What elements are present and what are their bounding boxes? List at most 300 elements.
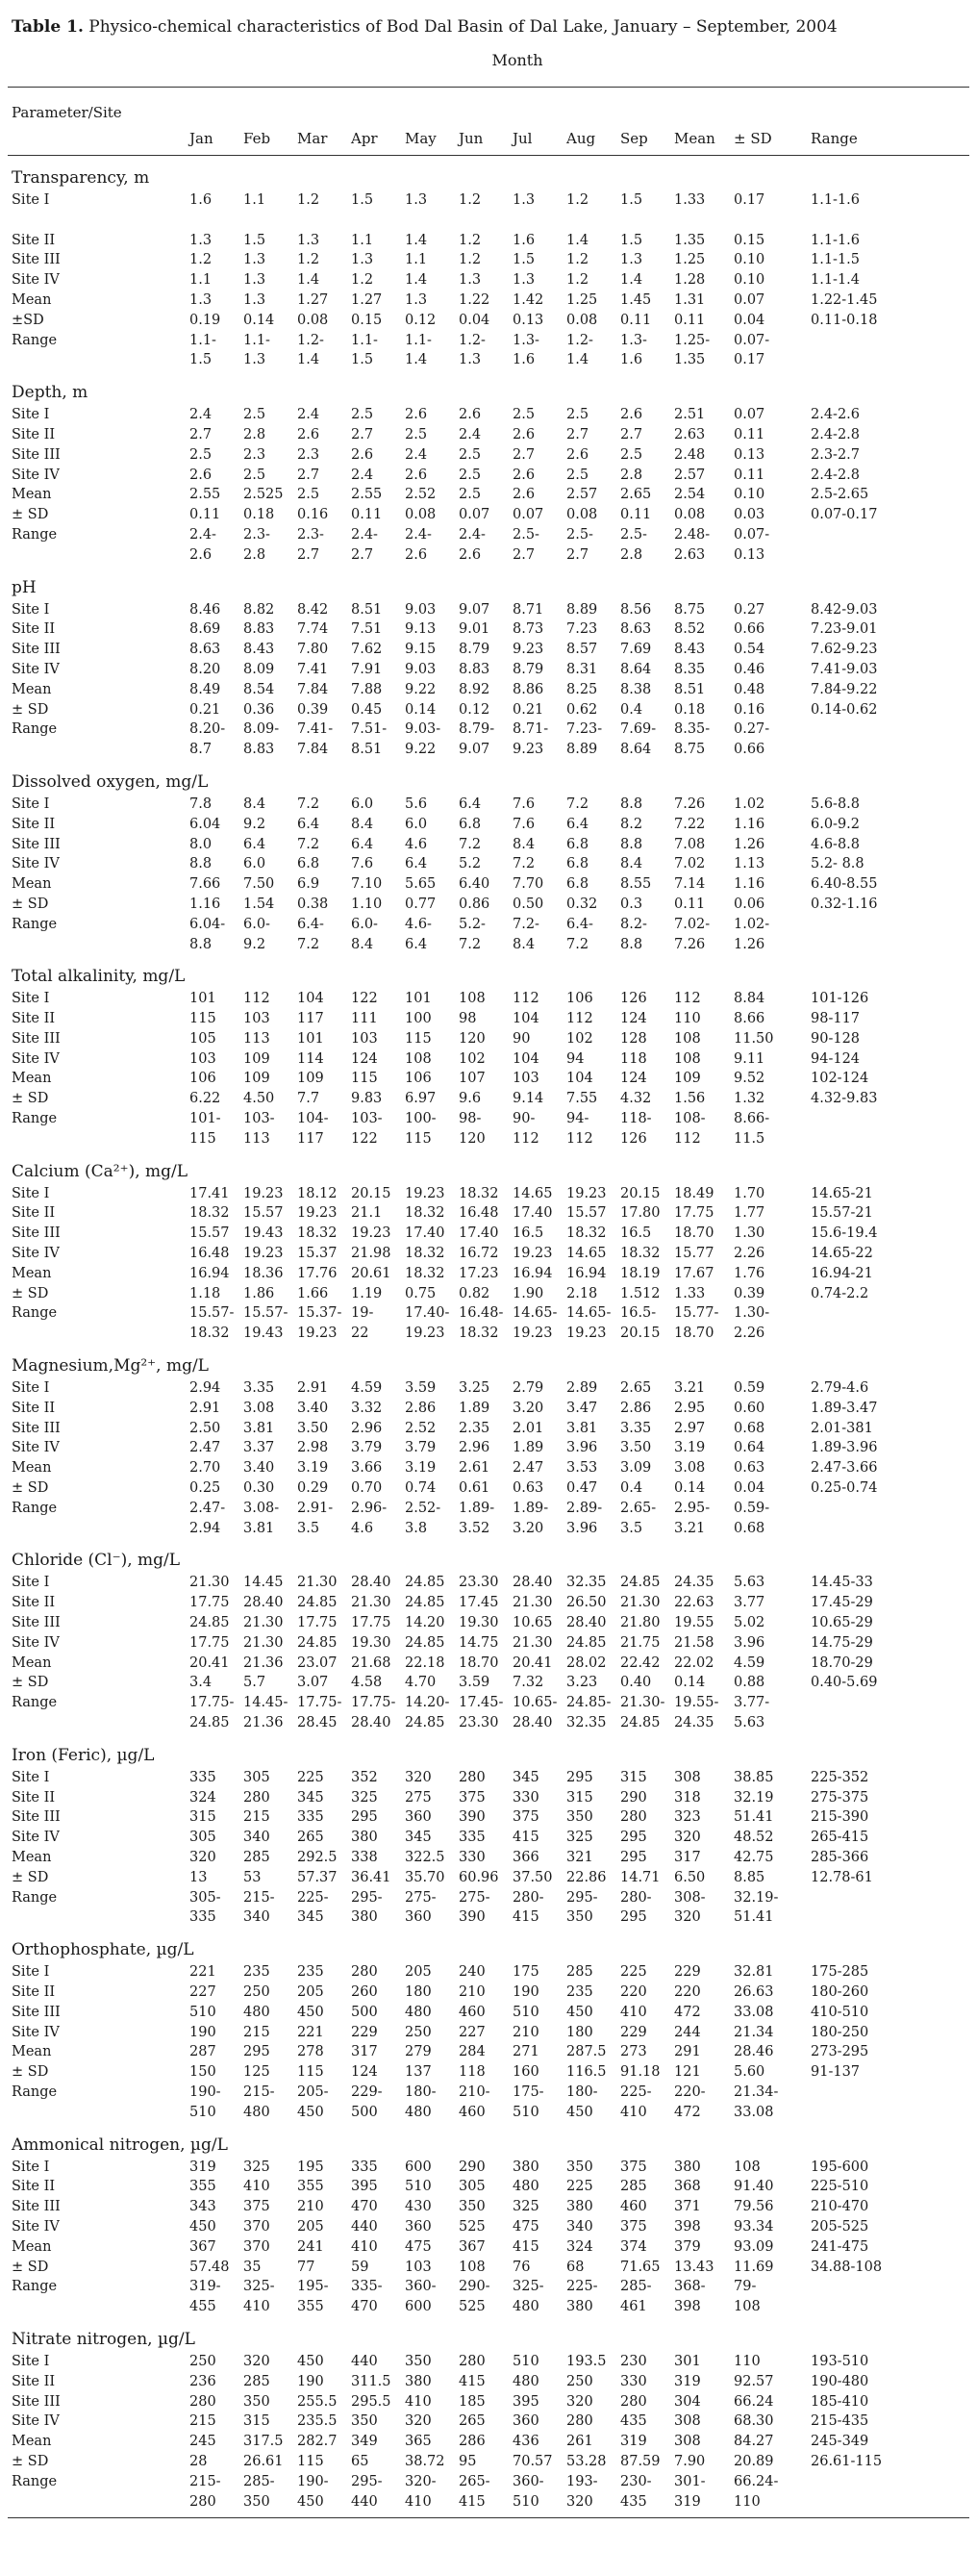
table-cell: 100-: [405, 1111, 437, 1127]
table-cell: 0.12: [405, 312, 437, 328]
table-cell: 16.94: [189, 1265, 230, 1281]
table-cell: 280: [189, 2493, 216, 2510]
table-cell: 117: [297, 1130, 324, 1147]
row-label: Mean: [12, 1460, 52, 1477]
table-cell: 5.2-: [459, 916, 486, 932]
table-cell: 108: [734, 2299, 761, 2315]
table-cell: 1.1-1.6: [811, 232, 861, 248]
table-cell: 0.15: [734, 232, 765, 248]
table-cell: 0.82: [459, 1285, 490, 1301]
table-cell: 9.15: [405, 642, 437, 658]
row-label: Site II: [12, 2373, 56, 2389]
table-row: [8, 1888, 969, 1908]
table-cell: 21.30: [513, 1595, 553, 1611]
table-cell: 1.16: [734, 816, 765, 832]
table-row: [8, 1184, 969, 1204]
table-cell: 1.22-1.45: [811, 291, 878, 308]
table-cell: 2.96: [351, 1420, 383, 1436]
table-cell: 295: [620, 1830, 647, 1846]
table-row: [8, 874, 969, 895]
table-cell: 7.2: [297, 936, 320, 952]
table-cell: 500: [351, 2004, 378, 2020]
table-cell: 23.30: [459, 1715, 499, 1730]
table-cell: 7.84: [297, 742, 329, 758]
table-cell: 1.2: [459, 252, 482, 268]
table-cell: 225: [297, 1769, 324, 1785]
table-cell: 350: [351, 2413, 378, 2430]
table-cell: 20.89: [734, 2453, 774, 2469]
table-cell: 0.66: [734, 621, 765, 638]
table-cell: 115: [189, 1130, 216, 1147]
table-cell: 284: [459, 2044, 486, 2060]
column-header: Jul: [513, 130, 533, 147]
table-cell: [734, 211, 811, 231]
table-cell: 415: [513, 1909, 539, 1926]
table-cell: 3.5: [620, 1520, 643, 1536]
table-cell: 16.5-: [620, 1305, 657, 1322]
parameter-title: Nitrate nitrogen, µg/L: [12, 2329, 195, 2349]
table-cell: 2.6: [513, 467, 536, 483]
table-cell: 1.28: [674, 272, 706, 289]
table-cell: 16.94: [566, 1265, 607, 1281]
row-label: Site II: [12, 1400, 56, 1416]
table-cell: 2.5-: [513, 526, 539, 543]
table-cell: 338: [351, 1849, 378, 1865]
table-cell: 7.91: [351, 661, 383, 677]
table-cell: 1.54: [243, 896, 275, 912]
table-cell: 11.5: [734, 1130, 765, 1147]
table-cell: 112: [674, 991, 701, 1007]
table-cell: 150: [189, 2064, 216, 2081]
table-cell: 210: [513, 2024, 539, 2040]
table-cell: 185-410: [811, 2393, 869, 2410]
table-cell: [811, 1303, 924, 1324]
table-cell: 24.35: [674, 1715, 714, 1730]
table-row: [8, 915, 969, 935]
table-cell: 2.50: [189, 1420, 221, 1436]
table-cell: 90-: [513, 1111, 536, 1127]
table-cell: 190-: [297, 2473, 329, 2489]
table-cell: 20.41: [189, 1654, 230, 1671]
table-cell: 235: [566, 1983, 593, 2000]
table-cell: 3.81: [243, 1520, 275, 1536]
table-cell: 120: [459, 1030, 486, 1047]
table-cell: 2.5-: [566, 526, 593, 543]
table-cell: 398: [674, 2299, 701, 2315]
table-cell: 9.13: [405, 621, 437, 638]
row-label: Site I: [12, 796, 50, 812]
table-cell: 108: [459, 991, 486, 1007]
table-cell: 24.85: [297, 1595, 338, 1611]
table-cell: 2.4: [405, 446, 428, 463]
table-cell: 0.14: [243, 312, 275, 328]
table-cell: 180: [566, 2024, 593, 2040]
table-cell: 112: [566, 1011, 593, 1027]
table-cell: 79.56: [734, 2199, 774, 2215]
table-cell: 8.63: [189, 642, 221, 658]
table-cell: 285: [243, 2373, 270, 2389]
table-cell: 0.25: [189, 1480, 221, 1497]
table-cell: 1.33: [674, 1285, 706, 1301]
table-cell: 24.85-: [566, 1695, 612, 1711]
table-cell: 8.4: [620, 856, 643, 872]
table-row: [8, 2103, 969, 2123]
table-cell: 6.4: [405, 856, 428, 872]
table-cell: 0.17: [734, 192, 765, 208]
table-cell: 380: [513, 2159, 539, 2175]
table-cell: 53.28: [566, 2453, 607, 2469]
table-cell: 285: [566, 1964, 593, 1981]
table-cell: 3.8: [405, 1520, 428, 1536]
table-row: [8, 2062, 969, 2083]
table-cell: 295-: [351, 2473, 383, 2489]
table-cell: 19.23: [405, 1185, 445, 1201]
table-cell: [811, 935, 924, 955]
table-cell: 2.7: [513, 446, 536, 463]
row-label: [8, 1519, 189, 1539]
table-cell: 195-: [297, 2279, 329, 2295]
row-label: Site I: [12, 192, 50, 208]
table-cell: 16.5: [513, 1225, 544, 1242]
table-cell: 2.6: [513, 487, 536, 503]
table-cell: 2.4-: [351, 526, 378, 543]
table-cell: 109: [297, 1071, 324, 1087]
table-cell: 21.98: [351, 1246, 391, 1262]
table-cell: 0.14: [674, 1480, 706, 1497]
table-cell: 28.40: [513, 1715, 553, 1730]
parameter-title: Iron (Feric), µg/L: [12, 1745, 155, 1765]
table-cell: 0.59: [734, 1380, 765, 1397]
table-cell: 510: [189, 2104, 216, 2120]
table-cell: 1.33: [674, 192, 706, 208]
table-cell: 24.85: [566, 1634, 607, 1651]
table-cell: 3.50: [297, 1420, 329, 1436]
table-row: [8, 1962, 969, 1983]
table-cell: 6.4: [297, 816, 320, 832]
table-cell: 0.66: [734, 742, 765, 758]
table-cell: 8.42-9.03: [811, 601, 878, 618]
table-cell: 2.52: [405, 487, 437, 503]
table-cell: 0.11: [734, 426, 765, 442]
table-row: [8, 795, 969, 815]
table-cell: 1.30: [734, 1225, 765, 1242]
table-cell: 1.89-: [513, 1500, 549, 1516]
table-cell: 0.11: [189, 507, 221, 523]
table-cell: 1.1: [351, 232, 374, 248]
table-cell: 229: [351, 2024, 378, 2040]
table-cell: 33.08: [734, 2004, 774, 2020]
table-cell: 0.38: [297, 896, 329, 912]
table-cell: [811, 211, 924, 231]
table-cell: 317: [674, 1849, 701, 1865]
table-cell: 94-: [566, 1111, 589, 1127]
table-cell: 24.85: [620, 1715, 661, 1730]
table-cell: 322.5: [405, 1849, 445, 1865]
table-cell: 76: [513, 2259, 531, 2275]
table-cell: 4.6: [405, 836, 428, 852]
table-cell: 275: [405, 1789, 432, 1806]
table-cell: 115: [189, 1011, 216, 1027]
table-cell: 7.88: [351, 681, 383, 697]
table-cell: 3.08-: [243, 1500, 280, 1516]
row-label: ± SD: [12, 896, 49, 912]
table-cell: 340: [566, 2218, 593, 2235]
table-cell: 193-: [566, 2473, 598, 2489]
table-cell: 13.43: [674, 2259, 714, 2275]
table-cell: 244: [674, 2024, 701, 2040]
table-cell: 115: [297, 2064, 324, 2081]
table-cell: 7.66: [189, 876, 221, 893]
table-cell: 2.4-2.8: [811, 426, 861, 442]
table-cell: 112: [243, 991, 270, 1007]
table-cell: 210: [459, 1983, 486, 2000]
table-cell: 109: [243, 1071, 270, 1087]
column-header-row: [8, 99, 969, 126]
table-row: [8, 935, 969, 955]
table-cell: 32.81: [734, 1964, 774, 1981]
table-cell: 7.23-9.01: [811, 621, 878, 638]
table-cell: 1.3: [189, 232, 213, 248]
table-cell: 100: [405, 1011, 432, 1027]
table-cell: 7.6: [351, 856, 374, 872]
table-cell: 2.98: [297, 1440, 329, 1456]
row-label: Mean: [12, 2238, 52, 2255]
table-cell: 8.73: [513, 621, 544, 638]
table-cell: 3.08: [243, 1400, 275, 1416]
table-row: [8, 1284, 969, 1304]
table-cell: 324: [566, 2238, 593, 2255]
table-cell: 220-: [674, 2084, 706, 2100]
table-cell: 320: [674, 1830, 701, 1846]
table-row: [8, 740, 969, 760]
table-cell: 1.89: [513, 1440, 544, 1456]
table-cell: 0.10: [734, 272, 765, 289]
table-cell: 14.75-29: [811, 1634, 873, 1651]
row-label: ± SD: [12, 1285, 49, 1301]
column-header: Jan: [189, 130, 213, 147]
table-cell: 3.19: [674, 1440, 706, 1456]
table-cell: 26.61: [243, 2453, 284, 2469]
table-cell: 125: [243, 2064, 270, 2081]
row-label: Site II: [12, 232, 56, 248]
table-cell: 17.40: [405, 1225, 445, 1242]
table-cell: [811, 915, 924, 935]
table-cell: 21.80: [620, 1615, 661, 1631]
table-cell: 7.2: [513, 856, 536, 872]
table-cell: [674, 211, 734, 231]
row-label: Site I: [12, 2159, 50, 2175]
table-row: [8, 1983, 969, 2003]
table-cell: 510: [513, 2353, 539, 2369]
table-cell: 0.11: [674, 312, 706, 328]
table-cell: 325: [513, 2199, 539, 2215]
table-cell: 2.7: [513, 546, 536, 563]
table-cell: 280: [351, 1964, 378, 1981]
table-cell: 180-: [405, 2084, 437, 2100]
table-cell: 2.8: [620, 546, 643, 563]
table-cell: 350: [243, 2493, 270, 2510]
table-cell: 8.52: [674, 621, 706, 638]
row-label: Range: [12, 1111, 58, 1127]
table-cell: 109: [674, 1071, 701, 1087]
table-row: [8, 640, 969, 660]
table-cell: 65: [351, 2453, 369, 2469]
table-cell: 0.13: [734, 546, 765, 563]
table-cell: 295-: [566, 1889, 598, 1906]
table-cell: 1.89: [459, 1400, 490, 1416]
table-cell: 2.63: [674, 546, 706, 563]
table-cell: 335-: [351, 2279, 383, 2295]
table-cell: 0.27: [734, 601, 765, 618]
row-label: Site II: [12, 1789, 56, 1806]
table-cell: 8.20: [189, 661, 221, 677]
table-cell: 273: [620, 2044, 647, 2060]
table-cell: 6.22: [189, 1091, 221, 1107]
table-cell: 1.89-3.96: [811, 1440, 878, 1456]
table-cell: 2.5: [405, 426, 428, 442]
table-cell: 17.45-29: [811, 1595, 873, 1611]
table-cell: 19.23: [297, 1205, 338, 1222]
table-cell: 2.57: [566, 487, 598, 503]
table-cell: 124: [620, 1071, 647, 1087]
table-cell: 480: [243, 2004, 270, 2020]
table-cell: 103: [405, 2259, 432, 2275]
row-label: Site IV: [12, 1050, 60, 1067]
parameter-title: Transparency, m: [12, 168, 150, 188]
table-cell: 225-510: [811, 2179, 869, 2195]
row-label: Range: [12, 526, 58, 543]
table-cell: 1.2: [189, 252, 213, 268]
table-cell: 115: [351, 1071, 378, 1087]
table-cell: 7.84-9.22: [811, 681, 878, 697]
table-cell: 370: [243, 2238, 270, 2255]
table-cell: 305: [459, 2179, 486, 2195]
table-cell: 17.75: [674, 1205, 714, 1222]
table-cell: 20.61: [351, 1265, 391, 1281]
table-cell: 1.35: [674, 352, 706, 368]
table-cell: 1.27: [297, 291, 329, 308]
table-cell: 2.54: [674, 487, 706, 503]
table-cell: 17.80: [620, 1205, 661, 1222]
table-cell: 319: [674, 2373, 701, 2389]
table-cell: 205-: [297, 2084, 329, 2100]
table-cell: 3.66: [351, 1460, 383, 1477]
table-body: [8, 164, 969, 2512]
table-cell: 6.0-: [243, 916, 270, 932]
table-cell: 2.7: [566, 546, 589, 563]
table-cell: 8.66: [734, 1011, 765, 1027]
table-cell: 35: [243, 2259, 262, 2275]
table-cell: 220: [674, 1983, 701, 2000]
table-cell: 360: [405, 1809, 432, 1826]
table-cell: 2.01-381: [811, 1420, 873, 1436]
row-label: [8, 2297, 189, 2317]
table-cell: 0.48: [734, 681, 765, 697]
table-cell: 3.96: [734, 1634, 765, 1651]
table-cell: 235.5: [297, 2413, 338, 2430]
table-cell: 124: [351, 1050, 378, 1067]
table-cell: 8.20-: [189, 721, 226, 738]
table-cell: 17.40-: [405, 1305, 450, 1322]
table-cell: 225-: [620, 2084, 652, 2100]
table-row: [8, 1693, 969, 1713]
table-cell: 2.7: [297, 546, 320, 563]
table-cell: 2.65: [620, 487, 652, 503]
table-cell: 2.6: [405, 407, 428, 423]
table-cell: 9.07: [459, 601, 490, 618]
table-cell: 19.23: [513, 1246, 553, 1262]
table-cell: 4.58: [351, 1675, 383, 1691]
table-cell: 0.39: [734, 1285, 765, 1301]
table-cell: 1.26: [734, 836, 765, 852]
table-cell: 18.70: [459, 1654, 499, 1671]
table-cell: 14.71: [620, 1869, 661, 1885]
table-cell: 17.75: [297, 1615, 338, 1631]
row-label: [8, 1324, 189, 1344]
table-cell: 510: [513, 2004, 539, 2020]
table-cell: 91.40: [734, 2179, 774, 2195]
table-cell: 480: [513, 2179, 539, 2195]
table-cell: 8.84: [734, 991, 765, 1007]
table-cell: 32.35: [566, 1575, 607, 1591]
table-cell: 8.86: [513, 681, 544, 697]
table-cell: 19.23: [513, 1326, 553, 1342]
table-cell: 18.49: [674, 1185, 714, 1201]
table-row: [8, 1478, 969, 1499]
table-cell: 0.68: [734, 1420, 765, 1436]
table-cell: 42.75: [734, 1849, 774, 1865]
table-cell: 160: [513, 2064, 539, 2081]
table-cell: 21.34: [734, 2024, 774, 2040]
table-cell: 1.25: [674, 252, 706, 268]
table-cell: 137: [405, 2064, 432, 2081]
table-cell: 285-366: [811, 1849, 869, 1865]
table-cell: 2.525: [243, 487, 284, 503]
table-cell: 21.75: [620, 1634, 661, 1651]
table-cell: 250: [243, 1983, 270, 2000]
table-cell: 470: [351, 2299, 378, 2315]
table-cell: 0.15: [351, 312, 383, 328]
row-label: Site II: [12, 2179, 56, 2195]
table-cell: 1.42: [513, 291, 544, 308]
column-header-row-months: [8, 126, 969, 151]
table-cell: 335: [351, 2159, 378, 2175]
table-cell: 11.69: [734, 2259, 774, 2275]
table-cell: 375: [459, 1789, 486, 1806]
table-cell: 180-250: [811, 2024, 869, 2040]
table-cell: 7.69-: [620, 721, 657, 738]
table-cell: 1.6: [513, 352, 536, 368]
table-cell: 0.70: [351, 1480, 383, 1497]
table-cell: 1.4: [566, 352, 589, 368]
table-cell: 21.30: [620, 1595, 661, 1611]
table-cell: 124: [351, 2064, 378, 2081]
table-cell: 280: [459, 1769, 486, 1785]
table-cell: 1.1-: [243, 332, 270, 348]
table-cell: 8.49: [189, 681, 221, 697]
table-cell: 0.11: [620, 507, 652, 523]
table-cell: 21.58: [674, 1634, 714, 1651]
table-cell: 2.6: [513, 426, 536, 442]
table-cell: 18.32: [405, 1205, 445, 1222]
table-cell: 3.52: [459, 1520, 490, 1536]
table-cell: 14.75: [459, 1634, 499, 1651]
table-cell: 3.08: [674, 1460, 706, 1477]
table-cell: 475: [513, 2218, 539, 2235]
table-cell: 3.21: [674, 1520, 706, 1536]
table-cell: 352: [351, 1769, 378, 1785]
table-cell: 28: [189, 2453, 208, 2469]
